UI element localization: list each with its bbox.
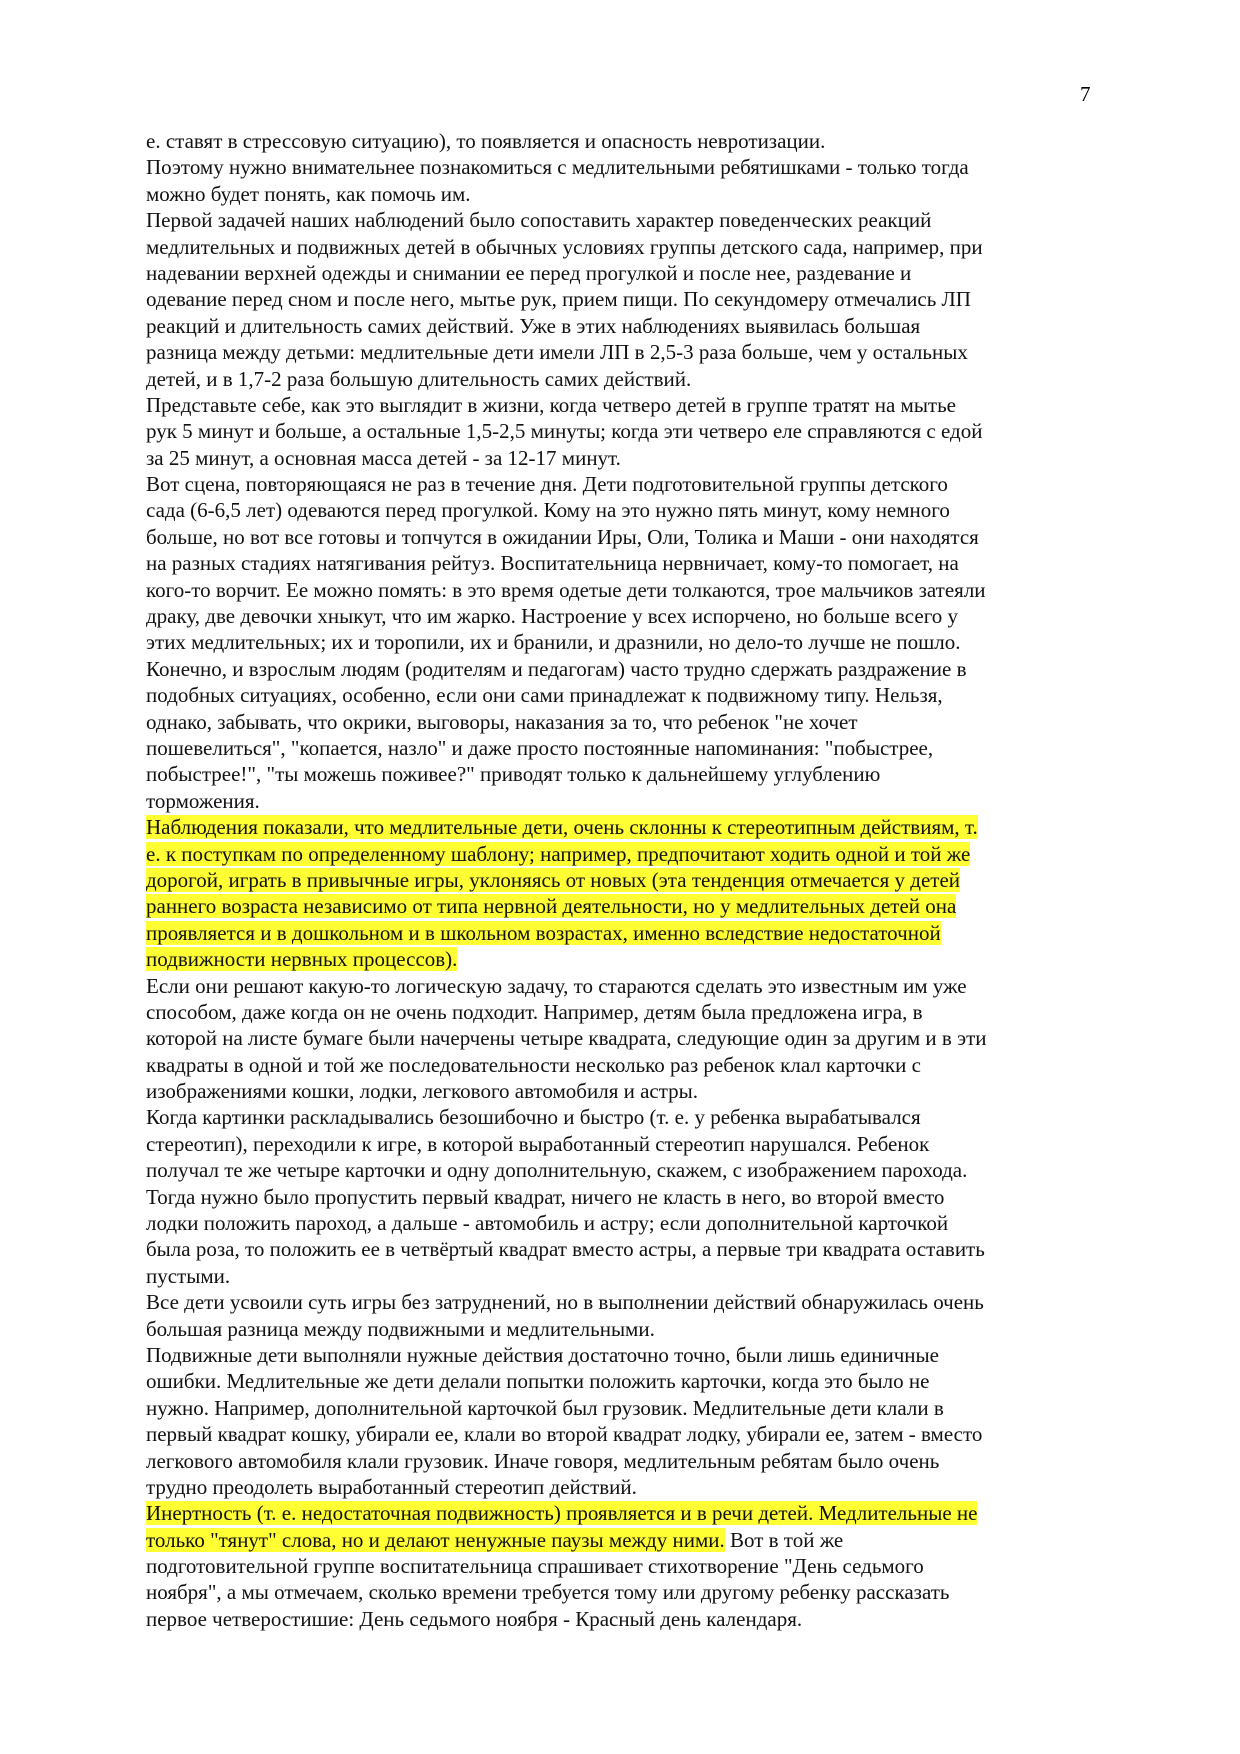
paragraph bbox=[146, 154, 1086, 207]
paragraph bbox=[146, 392, 1086, 471]
text-line bbox=[146, 1289, 1086, 1315]
text-line bbox=[146, 1210, 1086, 1236]
text-line bbox=[146, 1421, 1086, 1447]
highlighted-text: Инертность (т. е. недостаточная подвижность) проявляется и в речи детей. Медлительные не bbox=[146, 1501, 978, 1526]
text-span: Представьте себе, как это выглядит в жизни, когда четверо детей в группе тратят на мытье bbox=[146, 392, 957, 417]
text-line bbox=[146, 629, 1086, 655]
text-line bbox=[146, 1527, 1086, 1553]
text-span: рук 5 минут и больше, а остальные 1,5-2,5 минуты; когда эти четверо еле справляются с едой bbox=[146, 419, 983, 444]
text-line bbox=[146, 1368, 1086, 1394]
text-line bbox=[146, 973, 1086, 999]
text-span: надевании верхней одежды и снимании ее перед прогулкой и после нее, раздевание и bbox=[146, 260, 912, 285]
text-line bbox=[146, 920, 1086, 946]
text-line bbox=[146, 577, 1086, 603]
text-line bbox=[146, 1157, 1086, 1183]
text-span: е. ставят в стрессовую ситуацию), то появляется и опасность невротизации. bbox=[146, 129, 826, 153]
text-line bbox=[146, 603, 1086, 629]
text-line: подготовительной группе воспитательница спрашивает стихотворение "День седьмого bbox=[146, 1554, 924, 1579]
text-line bbox=[146, 207, 1086, 233]
highlighted-text: проявляется и в дошкольном и в школьном возрастах, именно вследствие недостаточной bbox=[146, 920, 941, 945]
text-line bbox=[146, 339, 1086, 365]
text-span: лодки положить пароход, а дальше - автомобиль и астру; если дополнительной карточкой bbox=[146, 1211, 949, 1236]
text-line bbox=[146, 1025, 1086, 1051]
paragraph bbox=[146, 656, 1086, 814]
text-span: квадраты в одной и той же последовательности несколько раз ребенок клал карточки с bbox=[146, 1052, 921, 1077]
text-line bbox=[146, 841, 1086, 867]
text-line bbox=[146, 1184, 1086, 1210]
text-span: Первой задачей наших наблюдений было сопоставить характер поведенческих реакций bbox=[146, 208, 932, 233]
text-span: кого-то ворчит. Ее можно помять: в это время одетые дети толкаются, трое мальчиков затеяли bbox=[146, 577, 986, 602]
text-line bbox=[146, 313, 1086, 339]
text-line bbox=[146, 1236, 1086, 1262]
text-span: Все дети усвоили суть игры без затруднений, но в выполнении действий обнаружилась очень bbox=[146, 1290, 984, 1315]
text-line bbox=[146, 946, 1086, 972]
paragraph bbox=[146, 207, 1086, 392]
text-line bbox=[146, 286, 1086, 312]
text-span: большая разница между подвижными и медлительными. bbox=[146, 1316, 655, 1341]
text-line bbox=[146, 1395, 1086, 1421]
text-line bbox=[146, 1104, 1086, 1130]
highlighted-text: только "тянут" слова, но и делают ненужные паузы между ними. bbox=[146, 1527, 725, 1552]
text-span: была роза, то положить ее в четвёртый квадрат вместо астры, а первые три квадрата оставить bbox=[146, 1237, 985, 1262]
page-number: 7 bbox=[1080, 82, 1091, 106]
text-line bbox=[146, 656, 1086, 682]
text-span: Когда картинки раскладывались безошибочно и быстро (т. е. у ребенка вырабатывался bbox=[146, 1105, 921, 1130]
text-span: на разных стадиях натягивания рейтуз. Воспитательница нервничает, кому-то помогает, на bbox=[146, 551, 959, 576]
text-line bbox=[146, 1500, 1086, 1526]
paragraph bbox=[146, 128, 1086, 154]
text-line bbox=[146, 761, 1086, 787]
text-span: способом, даже когда он не очень подходит. Например, детям была предложена игра, в bbox=[146, 999, 923, 1024]
text-span: ошибки. Медлительные же дети делали попытки положить карточки, когда это было не bbox=[146, 1369, 930, 1394]
text-line bbox=[146, 1316, 1086, 1342]
text-line bbox=[146, 1342, 1086, 1368]
text-span: этих медлительных; их и торопили, их и бранили, и дразнили, но дело-то лучше не пошло. bbox=[146, 630, 961, 655]
paragraph bbox=[146, 1500, 1086, 1632]
text-line bbox=[146, 1263, 1086, 1289]
paragraph bbox=[146, 1289, 1086, 1342]
text-line bbox=[146, 550, 1086, 576]
paragraph bbox=[146, 1104, 1086, 1289]
text-span: пустыми. bbox=[146, 1263, 231, 1288]
text-line bbox=[146, 392, 1086, 418]
text-span: Вот сцена, повторяющаяся не раз в течение дня. Дети подготовительной группы детского bbox=[146, 472, 948, 497]
document-body bbox=[146, 128, 1086, 1632]
text-line bbox=[146, 181, 1086, 207]
text-span: сада (6-6,5 лет) одеваются перед прогулкой. Кому на это нужно пять минут, кому немного bbox=[146, 498, 950, 523]
highlighted-text: раннего возраста независимо от типа нервной деятельности, но у медлительных детей она bbox=[146, 894, 957, 919]
text-line bbox=[146, 1052, 1086, 1078]
text-line bbox=[146, 524, 1086, 550]
paragraph bbox=[146, 1342, 1086, 1500]
text-span: первый квадрат кошку, убирали ее, клали во второй квадрат лодку, убирали ее, затем - вместо bbox=[146, 1422, 983, 1447]
text-span: трудно преодолеть выработанный стереотип действий. bbox=[146, 1474, 637, 1499]
text-line bbox=[146, 1474, 1086, 1500]
text-span: Если они решают какую-то логическую задачу, то стараются сделать это известным им уже bbox=[146, 973, 967, 998]
text-line: первое четверостишие: День седьмого ноября - Красный день календаря. bbox=[146, 1606, 803, 1631]
text-span: больше, но вот все готовы и топчутся в ожидании Иры, Оли, Толика и Маши - они находятся bbox=[146, 524, 979, 549]
text-line bbox=[146, 234, 1086, 260]
text-span: за 25 минут, а основная масса детей - за 12-17 минут. bbox=[146, 445, 621, 470]
text-span: детей, и в 1,7-2 раза большую длительность самих действий. bbox=[146, 366, 692, 391]
text-span: однако, забывать, что окрики, выговоры, наказания за то, что ребенок "не хочет bbox=[146, 709, 858, 734]
highlighted-text: Наблюдения показали, что медлительные дети, очень склонны к стереотипным действиям, т. bbox=[146, 815, 978, 840]
text-span: Подвижные дети выполняли нужные действия достаточно точно, были лишь единичные bbox=[146, 1342, 939, 1367]
text-span: легкового автомобиля клали грузовик. Иначе говоря, медлительным ребятам было очень bbox=[146, 1448, 940, 1473]
text-line bbox=[146, 867, 1086, 893]
text-line: ноября", а мы отмечаем, сколько времени требуется тому или другому ребенку рассказать bbox=[146, 1580, 950, 1605]
text-span: реакций и длительность самих действий. Уже в этих наблюдениях выявилась большая bbox=[146, 313, 921, 338]
text-span: нужно. Например, дополнительной карточкой был грузовик. Медлительные дети клали в bbox=[146, 1395, 944, 1420]
highlighted-text: дорогой, играть в привычные игры, уклоняясь от новых (эта тенденция отмечается у детей bbox=[146, 867, 961, 892]
text-span: одевание перед сном и после него, мытье рук, прием пищи. По секундомеру отмечались ЛП bbox=[146, 287, 971, 312]
text-span: которой на листе бумаге были начерчены четыре квадрата, следующие один за другим и в эти bbox=[146, 1026, 987, 1051]
paragraph bbox=[146, 471, 1086, 656]
text-line bbox=[146, 735, 1086, 761]
text-span: разница между детьми: медлительные дети имели ЛП в 2,5-3 раза больше, чем у остальных bbox=[146, 340, 968, 365]
text-span: драку, две девочки хныкут, что им жарко. Настроение у всех испорчено, но больше всего у bbox=[146, 604, 959, 629]
text-line bbox=[146, 128, 1086, 154]
text-line bbox=[146, 709, 1086, 735]
highlighted-text: е. к поступкам по определенному шаблону; например, предпочитают ходить одной и той же bbox=[146, 841, 971, 866]
paragraph bbox=[146, 973, 1086, 1105]
text-span: Тогда нужно было пропустить первый квадрат, ничего не класть в него, во второй вместо bbox=[146, 1184, 945, 1209]
highlighted-text: подвижности нервных процессов). bbox=[146, 947, 458, 972]
text-span: Вот в той же bbox=[724, 1527, 844, 1552]
text-span: получал те же четыре карточки и одну дополнительную, скажем, с изображением парохода. bbox=[146, 1158, 968, 1183]
text-line bbox=[146, 1131, 1086, 1157]
text-line bbox=[146, 445, 1086, 471]
text-line bbox=[146, 814, 1086, 840]
text-span: подобных ситуациях, особенно, если они сами принадлежат к подвижному типу. Нельзя, bbox=[146, 683, 943, 708]
text-line bbox=[146, 366, 1086, 392]
text-span: изображениями кошки, лодки, легкового автомобиля и астры. bbox=[146, 1079, 699, 1104]
text-line bbox=[146, 893, 1086, 919]
text-line bbox=[146, 1078, 1086, 1104]
text-line bbox=[146, 1448, 1086, 1474]
text-line bbox=[146, 999, 1086, 1025]
text-line bbox=[146, 471, 1086, 497]
text-span: Поэтому нужно внимательнее познакомиться с медлительными ребятишками - только тогда bbox=[146, 155, 969, 180]
text-line bbox=[146, 418, 1086, 444]
text-span: Конечно, и взрослым людям (родителям и педагогам) часто трудно сдержать раздражение в bbox=[146, 656, 967, 681]
text-line bbox=[146, 788, 1086, 814]
text-span: пошевелиться", "копается, назло" и даже просто постоянные напоминания: "побыстрее, bbox=[146, 735, 934, 760]
text-span: торможения. bbox=[146, 788, 260, 813]
text-line bbox=[146, 682, 1086, 708]
text-line bbox=[146, 497, 1086, 523]
text-span: медлительных и подвижных детей в обычных условиях группы детского сада, например, при bbox=[146, 234, 983, 259]
highlighted-paragraph bbox=[146, 814, 1086, 972]
text-span: побыстрее!", "ты можешь поживее?" приводят только к дальнейшему углублению bbox=[146, 762, 881, 787]
text-line bbox=[146, 154, 1086, 180]
text-line bbox=[146, 260, 1086, 286]
text-span: можно будет понять, как помочь им. bbox=[146, 181, 471, 206]
text-span: стереотип), переходили к игре, в которой выработанный стереотип нарушался. Ребенок bbox=[146, 1131, 930, 1156]
